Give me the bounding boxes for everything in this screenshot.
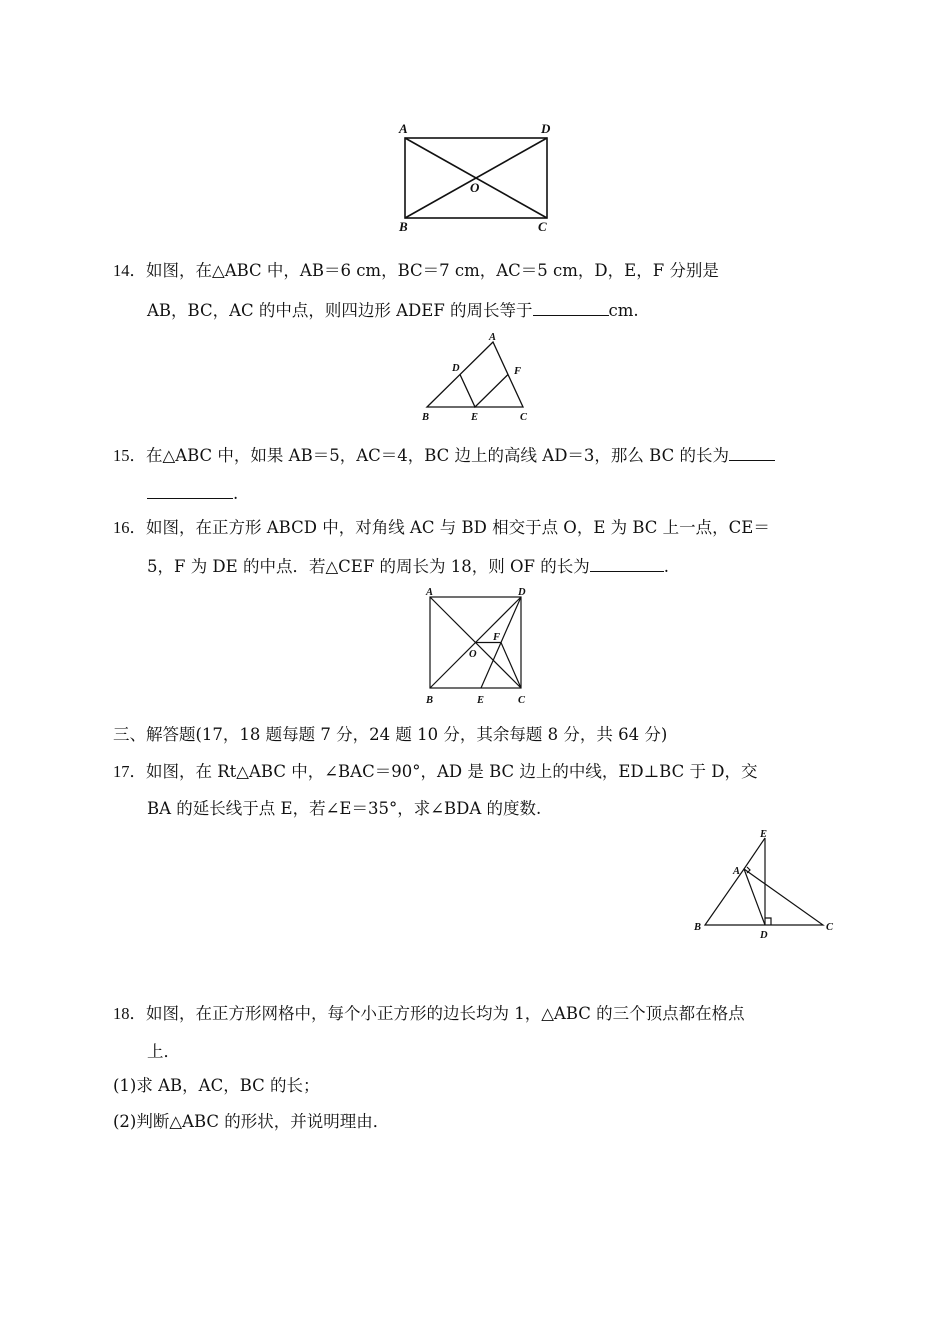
triangle-abc (427, 342, 523, 407)
triangle-figure-q17 (690, 826, 840, 941)
q14-number: 14． (113, 261, 146, 280)
label-a: A (399, 121, 408, 136)
label-b: B (426, 695, 434, 706)
segment-fc (501, 643, 521, 689)
right-angle-mark-a (747, 867, 750, 873)
label-c: C (520, 412, 528, 423)
q17-text-line1: 如图，在 Rt△ABC 中，∠BAC＝90°，AD 是 BC 边上的中线，ED⊥BC 于 D，交 (146, 762, 758, 781)
label-c: C (518, 695, 526, 706)
q15-period: . (233, 484, 239, 503)
q15-line2 (147, 480, 238, 506)
label-c: C (538, 219, 547, 234)
label-a: A (426, 587, 434, 598)
label-b: B (422, 412, 430, 423)
right-angle-mark-d (765, 918, 771, 925)
label-b: B (399, 219, 408, 234)
q16-answer-blank (590, 553, 664, 572)
rectangle-figure (390, 118, 560, 238)
label-o: O (470, 180, 480, 195)
q14-text-line2: AB，BC，AC 的中点，则四边形 ADEF 的周长等于 (147, 301, 533, 320)
label-f: F (493, 632, 501, 643)
q16-text-line1: 如图，在正方形 ABCD 中，对角线 AC 与 BD 相交于点 O，E 为 BC 上一点，CE＝ (146, 518, 770, 537)
q14-answer-blank (533, 297, 609, 316)
label-e: E (477, 695, 485, 706)
q15-line1 (113, 442, 775, 468)
label-a: A (733, 866, 741, 877)
label-e: E (760, 829, 768, 840)
label-e: E (471, 412, 479, 423)
label-c: C (826, 922, 834, 933)
q14-text-line1: 如图，在△ABC 中，AB＝6 cm，BC＝7 cm，AC＝5 cm，D，E，F 分别是 (146, 261, 719, 280)
q18-sub1-text: (1)求 AB，AC，BC 的长； (113, 1076, 320, 1095)
q16-line1 (113, 516, 770, 540)
label-d: D (452, 363, 460, 374)
q16-number: 16． (113, 518, 146, 537)
q18-number: 18． (113, 1004, 146, 1023)
q18-sub1 (113, 1074, 320, 1098)
label-f: F (514, 366, 522, 377)
q18-sub2-text: (2)判断△ABC 的形状，并说明理由． (113, 1112, 390, 1131)
q17-number: 17． (113, 762, 146, 781)
q16-text-line2: 5，F 为 DE 的中点．若△CEF 的周长为 18，则 OF 的长为 (147, 557, 590, 576)
label-d: D (518, 587, 526, 598)
section-title: 三、解答题(17，18 题每题 7 分，24 题 10 分，其余每题 8 分，共 64 分) (113, 725, 668, 744)
q18-line1 (113, 1002, 745, 1026)
label-b: B (694, 922, 702, 933)
q18-line2 (147, 1040, 180, 1064)
q18-sub2 (113, 1110, 389, 1134)
label-a: A (489, 332, 497, 343)
q15-answer-blank-end (147, 480, 233, 499)
label-o: O (469, 649, 477, 660)
q17-text-line2: BA 的延长线于点 E，若∠E＝35°，求∠BDA 的度数. (147, 799, 542, 818)
triangle-abc (705, 869, 823, 925)
q16-period: . (663, 557, 669, 576)
label-d: D (760, 930, 768, 941)
q15-number: 15． (113, 446, 146, 465)
q17-line2 (147, 797, 541, 821)
q18-text-line2: 上． (147, 1042, 180, 1061)
q14-line2 (147, 297, 639, 323)
quad-edges-def (460, 375, 508, 408)
median-ad (744, 869, 765, 925)
q14-line1 (113, 259, 719, 283)
label-d: D (541, 121, 551, 136)
square-figure-q16 (418, 585, 533, 710)
q16-line2 (147, 553, 669, 579)
section-heading (113, 723, 667, 747)
q14-unit: cm. (608, 301, 639, 320)
q17-line1 (113, 760, 757, 784)
triangle-figure-q14 (415, 330, 540, 425)
extension-ae (744, 838, 765, 869)
q15-text-line1: 在△ABC 中，如果 AB＝5，AC＝4，BC 边上的高线 AD＝3，那么 BC 的长为 (146, 446, 729, 465)
q18-text-line1: 如图，在正方形网格中，每个小正方形的边长均为 1，△ABC 的三个顶点都在格点 (146, 1004, 745, 1023)
q15-answer-blank-start (729, 442, 775, 461)
